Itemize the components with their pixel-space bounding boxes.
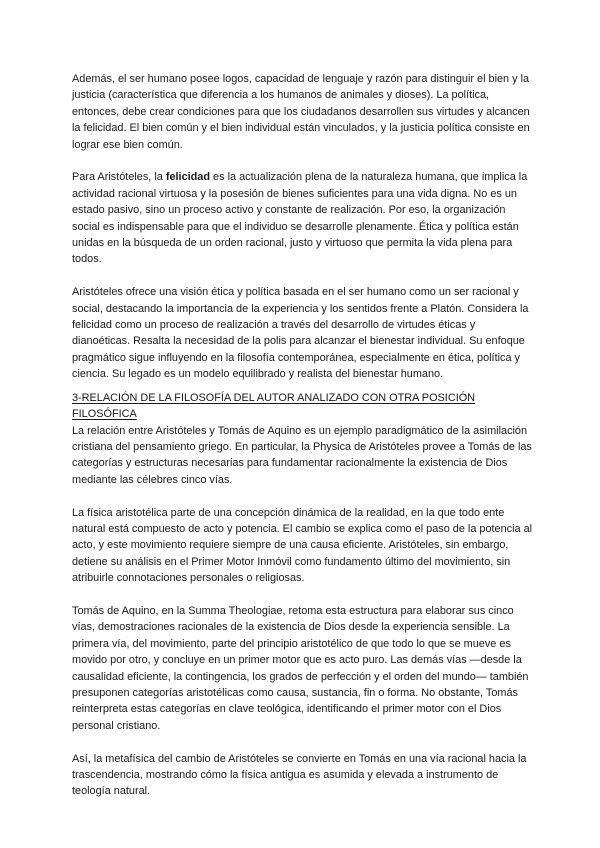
paragraph-metafisica-cambio: Así, la metafísica del cambio de Aristóteles se convierte en Tomás en una vía racional hacia la trascendencia, mostrando cómo la física antigua es asumida y elevada a instrumento de teología natural.: [72, 752, 527, 798]
felicidad-bold-term: felicidad: [165, 171, 211, 184]
paragraph-logos-politica: Además, el ser humano posee logos, capacidad de lenguaje y razón para distinguir el bien y la justicia (característica que diferencia a los humanos de animales y dioses). La política, entonces, debe crear condiciones para que los ciudadanos desarrollen sus virtudes y alcancen la felicidad. El bien común y el bien individual están vinculados, y la justicia política consiste en lograr ese bien común.: [72, 73, 530, 151]
paragraph-fisica-aristotelica: La física aristotélica parte de una concepción dinámica de la realidad, en la que todo ente natural está compuesto de acto y potencia. El cambio se explica como el paso de la potencia al acto, y este movimiento requiere siempre de una causa eficiente. Aristóteles, sin embargo, detiene su análisis en el Primer Motor Inmóvil como fundamento último del movimiento, sin atribuirle connotaciones personales o religiosas.: [72, 506, 533, 585]
paragraph-felicidad-rest: es la actualización plena de la naturaleza humana, que implica la actividad racional virtuosa y la posesión de bienes suficientes para una vida digna. No es un estado pasivo, sino un proceso activo y constante de realización. Por eso, la organización social es indispensable para que el individuo se desarrolle plenamente. Ética y política están unidas en la búsqueda de un orden racional, justo y virtuoso que permita la vida plena para todos.: [72, 171, 528, 266]
section-heading: 3-RELACIÓN DE LA FILOSOFÍA DEL AUTOR ANALIZADO CON OTRA POSICIÓN FILOSÓFICA: [72, 391, 476, 421]
document-body: [72, 71, 534, 816]
paragraph-felicidad-intro: Para Aristóteles, la: [72, 171, 166, 184]
paragraph-felicidad: [72, 169, 534, 267]
paragraph-aristoteles-tomas: La relación entre Aristóteles y Tomás de Aquino es un ejemplo paradigmático de la asimilación cristiana del pensamiento griego. En particular, la Physica de Aristóteles provee a Tomás de las categorías y estructuras necesarias para fundamentar racionalmente la existencia de Dios mediante las célebres cinco vías.: [72, 424, 532, 486]
paragraph-conclusion-aristoteles: Aristóteles ofrece una visión ética y política basada en el ser humano como un ser racional y social, destacando la importancia de la experiencia y los sentidos frente a Platón. Considera la felicidad como un proceso de realización a través del desarrollo de virtudes éticas y dianoéticas. Resalta la necesidad de la polis para alcanzar el bienestar individual. Su enfoque pragmático sigue influyendo en la filosofía contemporánea, especialmente en ética, política y ciencia. Su legado es un modelo equilibrado y realista del bienestar humano.: [72, 286, 529, 381]
paragraph-cinco-vias: Tomás de Aquino, en la Summa Theologiae, retoma esta estructura para elaborar sus cinco vías, demostraciones racionales de la existencia de Dios desde la experiencia sensible. La primera vía, del movimiento, parte del principio aristotélico de que todo lo que se mueve es movido por otro, y concluye en un primer motor que es acto puro. Las demás vías —desde la causalidad eficiente, la contingencia, los grados de perfección y el orden del mundo— también presuponen categorías aristotélicas como causa, sustancia, fin o forma. No obstante, Tomás reinterpreta estas categorías en clave teológica, identificando el primer motor con el Dios personal cristiano.: [72, 604, 529, 732]
